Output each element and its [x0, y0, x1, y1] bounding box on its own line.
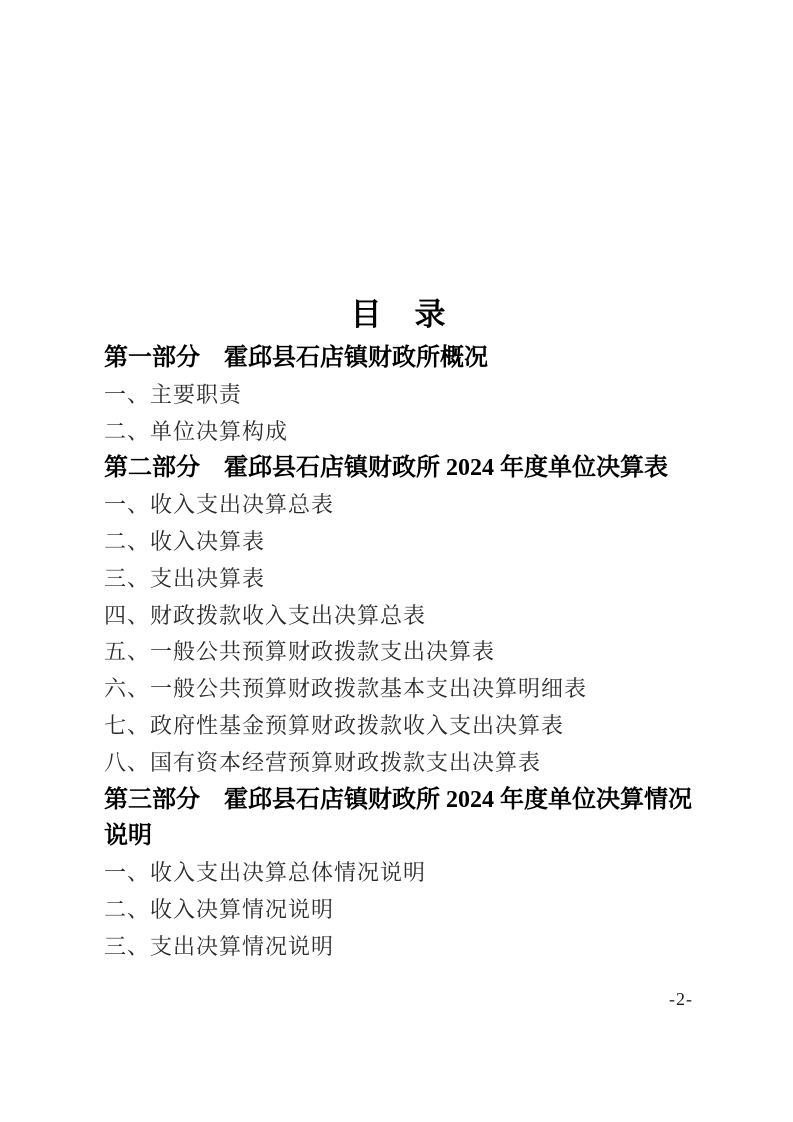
toc-entry: 二、收入决算表 — [104, 528, 266, 554]
toc-entry: 一、收入支出决算总表 — [104, 492, 335, 518]
page-title: 目 录 — [350, 297, 447, 332]
toc-list — [104, 340, 693, 966]
toc-entry: 二、收入决算情况说明 — [104, 896, 335, 922]
toc-content — [104, 296, 693, 966]
page-number: -2- — [669, 989, 693, 1009]
toc-entry: 七、政府性基金预算财政拨款收入支出决算表 — [104, 712, 565, 738]
toc-entry: 五、一般公共预算财政拨款支出决算表 — [104, 639, 496, 665]
toc-section-heading: 第一部分 霍邱县石店镇财政所概况 — [104, 345, 488, 371]
toc-section-heading: 第二部分 霍邱县石店镇财政所 2024 年度单位决算表 — [104, 455, 668, 482]
toc-section-heading: 第三部分 霍邱县石店镇财政所 2024 年度单位决算情况说明 — [104, 786, 692, 850]
toc-entry: 八、国有资本经营预算财政拨款支出决算表 — [104, 749, 542, 775]
toc-entry: 一、主要职责 — [104, 381, 243, 407]
toc-entry: 二、单位决算构成 — [104, 418, 289, 444]
toc-entry: 一、收入支出决算总体情况说明 — [104, 860, 427, 886]
toc-entry: 六、一般公共预算财政拨款基本支出决算明细表 — [104, 676, 588, 702]
toc-entry: 四、财政拨款收入支出决算总表 — [104, 602, 427, 628]
toc-entry: 三、支出决算表 — [104, 565, 266, 591]
toc-entry: 三、支出决算情况说明 — [104, 933, 335, 959]
